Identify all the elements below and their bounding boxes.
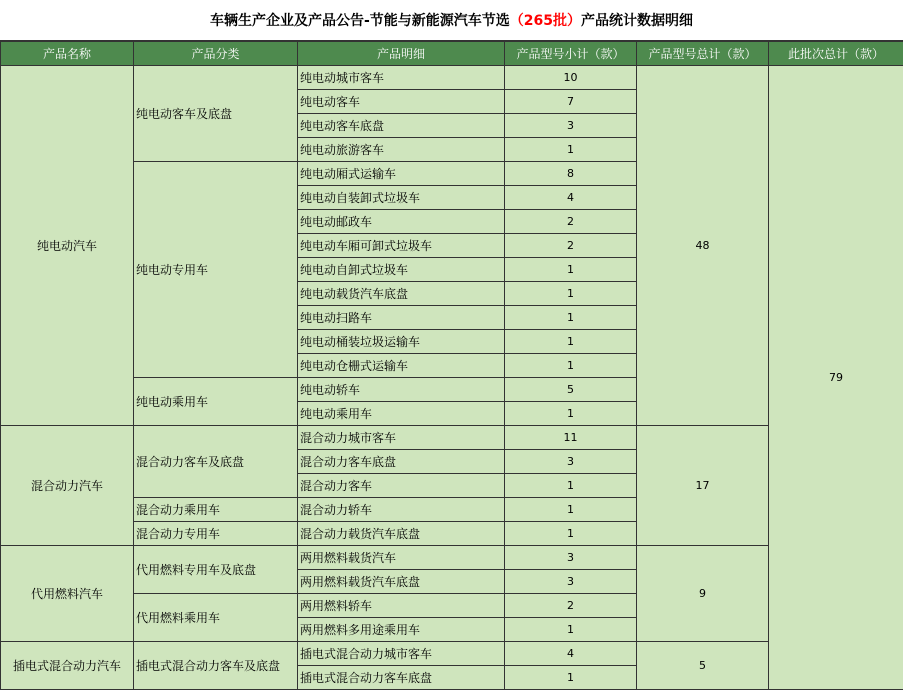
product-detail-cell: 纯电动桶装垃圾运输车 [298, 330, 505, 354]
product-category-cell: 插电式混合动力客车及底盘 [134, 642, 298, 690]
model-subtotal-cell: 5 [505, 378, 637, 402]
model-subtotal-cell: 1 [505, 498, 637, 522]
product-detail-cell: 纯电动载货汽车底盘 [298, 282, 505, 306]
header-model-total: 产品型号总计（款） [637, 42, 769, 66]
model-subtotal-cell: 7 [505, 90, 637, 114]
model-subtotal-cell: 1 [505, 618, 637, 642]
product-category-cell: 纯电动乘用车 [134, 378, 298, 426]
model-subtotal-cell: 1 [505, 402, 637, 426]
product-detail-cell: 纯电动轿车 [298, 378, 505, 402]
title-prefix: 车辆生产企业及产品公告-节能与新能源汽车节选 [210, 10, 510, 30]
model-subtotal-cell: 1 [505, 474, 637, 498]
page-title [0, 0, 903, 41]
model-total-cell: 48 [637, 66, 769, 426]
product-category-cell: 混合动力客车及底盘 [134, 426, 298, 498]
model-subtotal-cell: 3 [505, 546, 637, 570]
product-name-cell: 插电式混合动力汽车 [1, 642, 134, 690]
header-row [1, 42, 903, 66]
model-subtotal-cell: 4 [505, 186, 637, 210]
product-detail-cell: 混合动力城市客车 [298, 426, 505, 450]
product-detail-cell: 两用燃料载货汽车 [298, 546, 505, 570]
stats-table [0, 41, 903, 690]
product-name-cell: 纯电动汽车 [1, 66, 134, 426]
product-detail-cell: 两用燃料多用途乘用车 [298, 618, 505, 642]
product-detail-cell: 纯电动乘用车 [298, 402, 505, 426]
product-detail-cell: 两用燃料载货汽车底盘 [298, 570, 505, 594]
product-detail-cell: 混合动力载货汽车底盘 [298, 522, 505, 546]
product-name-cell: 混合动力汽车 [1, 426, 134, 546]
product-detail-cell: 纯电动客车 [298, 90, 505, 114]
model-subtotal-cell: 1 [505, 330, 637, 354]
product-detail-cell: 纯电动自装卸式垃圾车 [298, 186, 505, 210]
model-total-cell: 5 [637, 642, 769, 690]
product-detail-cell: 纯电动邮政车 [298, 210, 505, 234]
product-category-cell: 纯电动专用车 [134, 162, 298, 378]
product-category-cell: 混合动力专用车 [134, 522, 298, 546]
model-subtotal-cell: 3 [505, 450, 637, 474]
model-total-cell: 17 [637, 426, 769, 546]
model-subtotal-cell: 2 [505, 234, 637, 258]
product-detail-cell: 纯电动车厢可卸式垃圾车 [298, 234, 505, 258]
model-subtotal-cell: 3 [505, 570, 637, 594]
model-subtotal-cell: 1 [505, 354, 637, 378]
header-product-category: 产品分类 [134, 42, 298, 66]
model-subtotal-cell: 11 [505, 426, 637, 450]
table-row [1, 546, 903, 570]
table-row [1, 66, 903, 90]
model-subtotal-cell: 8 [505, 162, 637, 186]
model-subtotal-cell: 1 [505, 138, 637, 162]
product-detail-cell: 纯电动旅游客车 [298, 138, 505, 162]
table-body [1, 66, 903, 690]
product-name-cell: 代用燃料汽车 [1, 546, 134, 642]
batch-total-cell: 79 [769, 66, 903, 690]
product-detail-cell: 纯电动客车底盘 [298, 114, 505, 138]
product-detail-cell: 混合动力客车 [298, 474, 505, 498]
model-subtotal-cell: 1 [505, 306, 637, 330]
header-product-name: 产品名称 [1, 42, 134, 66]
header-model-subtotal: 产品型号小计（款） [505, 42, 637, 66]
table-row [1, 426, 903, 450]
model-subtotal-cell: 1 [505, 282, 637, 306]
table-row [1, 642, 903, 666]
product-category-cell: 混合动力乘用车 [134, 498, 298, 522]
product-detail-cell: 纯电动自卸式垃圾车 [298, 258, 505, 282]
product-detail-cell: 混合动力客车底盘 [298, 450, 505, 474]
product-detail-cell: 插电式混合动力城市客车 [298, 642, 505, 666]
model-subtotal-cell: 2 [505, 210, 637, 234]
product-detail-cell: 纯电动厢式运输车 [298, 162, 505, 186]
product-detail-cell: 混合动力轿车 [298, 498, 505, 522]
model-subtotal-cell: 10 [505, 66, 637, 90]
product-category-cell: 代用燃料专用车及底盘 [134, 546, 298, 594]
model-total-cell: 9 [637, 546, 769, 642]
product-detail-cell: 纯电动仓栅式运输车 [298, 354, 505, 378]
product-category-cell: 纯电动客车及底盘 [134, 66, 298, 162]
model-subtotal-cell: 3 [505, 114, 637, 138]
model-subtotal-cell: 1 [505, 666, 637, 690]
title-batch-highlight: （265批） [510, 10, 581, 30]
model-subtotal-cell: 4 [505, 642, 637, 666]
product-detail-cell: 纯电动扫路车 [298, 306, 505, 330]
model-subtotal-cell: 1 [505, 522, 637, 546]
header-batch-total: 此批次总计（款） [769, 42, 903, 66]
product-detail-cell: 纯电动城市客车 [298, 66, 505, 90]
model-subtotal-cell: 1 [505, 258, 637, 282]
title-suffix: 产品统计数据明细 [581, 10, 693, 30]
model-subtotal-cell: 2 [505, 594, 637, 618]
product-category-cell: 代用燃料乘用车 [134, 594, 298, 642]
header-product-detail: 产品明细 [298, 42, 505, 66]
product-detail-cell: 插电式混合动力客车底盘 [298, 666, 505, 690]
product-detail-cell: 两用燃料轿车 [298, 594, 505, 618]
